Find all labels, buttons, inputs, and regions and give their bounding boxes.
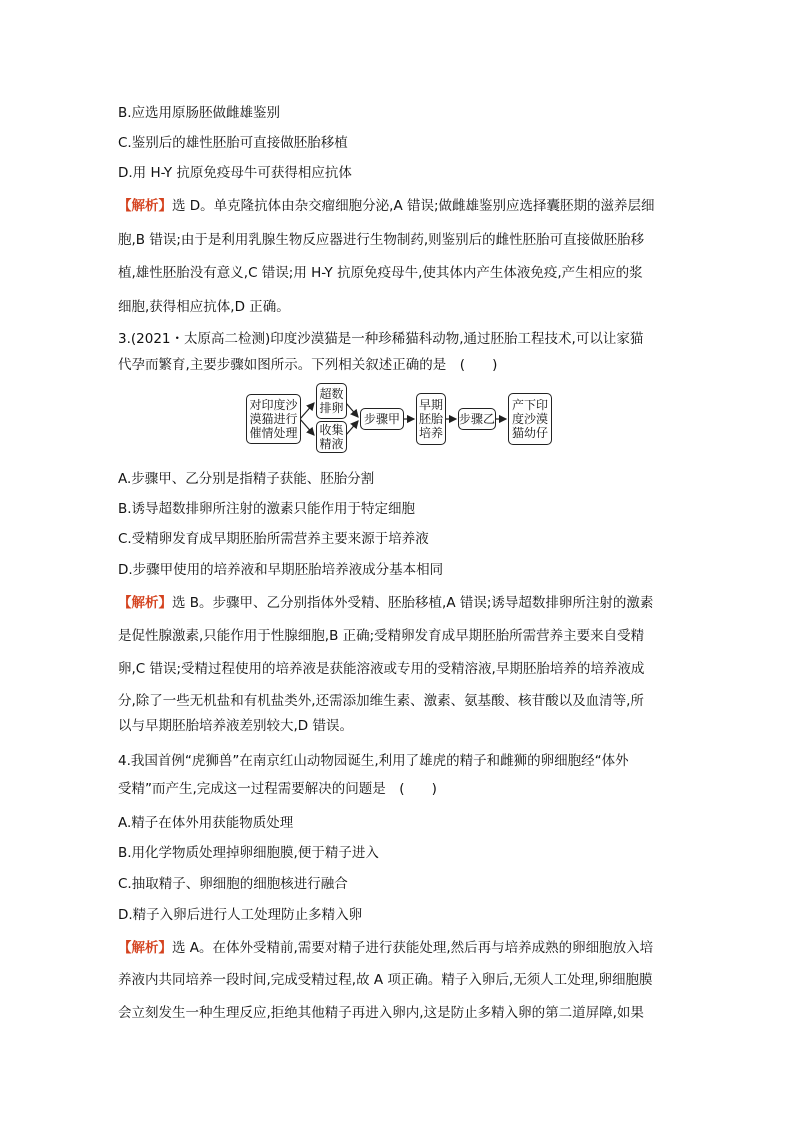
- q3-analysis-line-3: 卵,C 错误;受精过程使用的培养液是获能溶液或专用的受精溶液,早期胚胎培养的培养液成: [118, 661, 645, 677]
- q3-option-d: D.步骤甲使用的培养液和早期胚胎培养液成分基本相同: [118, 562, 444, 578]
- q4-stem-line-1: 4.我国首例“虎狮兽”在南京红山动物园诞生,利用了雄虎的精子和雌狮的卵细胞经“体外: [118, 753, 629, 769]
- q4-option-c: C.抽取精子、卵细胞的细胞核进行融合: [118, 876, 348, 892]
- flow-box-kittens: 产下印 度沙漠 猫幼仔: [508, 393, 552, 445]
- q4-analysis-line-3: 会立刻发生一种生理反应,拒绝其他精子再进入卵内,这是防止多精入卵的第二道屏障,如果: [118, 1005, 644, 1021]
- q2-analysis-line-4: 细胞,获得相应抗体,D 正确。: [118, 299, 290, 315]
- flow-box-step-b: 步骤乙: [458, 408, 496, 430]
- q4-option-d: D.精子入卵后进行人工处理防止多精入卵: [118, 907, 363, 923]
- q4-analysis-line-1: 【解析】选 A。在体外受精前,需要对精子进行获能处理,然后再与培养成熟的卵细胞放入培: [118, 940, 654, 956]
- analysis-tag: 【解析】: [118, 940, 172, 956]
- analysis-tag: 【解析】: [118, 198, 172, 214]
- answer-paren: ( ): [459, 357, 498, 373]
- q2-option-d: D.用 H-Y 抗原免疫母牛可获得相应抗体: [118, 165, 352, 181]
- q3-flow-diagram: [246, 383, 566, 453]
- q2-option-c: C.鉴别后的雄性胚胎可直接做胚胎移植: [118, 135, 348, 151]
- analysis-tag: 【解析】: [118, 595, 172, 611]
- q2-analysis-line-2: 胞,B 错误;由于是利用乳腺生物反应器进行生物制药,则鉴别后的雌性胚胎可直接做胚胎移: [118, 232, 645, 248]
- q2-analysis-line-3: 植,雄性胚胎没有意义,C 错误;用 H-Y 抗原免疫母牛,使其体内产生体液免疫,产生相应的浆: [118, 265, 643, 281]
- q4-option-b: B.用化学物质处理掉卵细胞膜,便于精子进入: [118, 845, 379, 861]
- q4-option-a: A.精子在体外用获能物质处理: [118, 815, 294, 831]
- flow-box-semen: 收集 精液: [316, 421, 347, 453]
- q3-analysis-line-1: 【解析】选 B。步骤甲、乙分别指体外受精、胚胎移植,A 错误;诱导超数排卵所注射的激素: [118, 595, 654, 611]
- q2-analysis-line-1: 【解析】选 D。单克隆抗体由杂交瘤细胞分泌,A 错误;做雌雄鉴别应选择囊胚期的滋养层细: [118, 198, 655, 214]
- flow-box-early-embryo: 早期 胚胎 培养: [416, 393, 446, 445]
- flow-box-estrus: 对印度沙 漠猫进行 催情处理: [246, 394, 301, 444]
- q3-analysis-line-2: 是促性腺激素,只能作用于性腺细胞,B 正确;受精卵发育成早期胚胎所需营养主要来自受精: [118, 628, 645, 644]
- q3-analysis-line-5: 以与早期胚胎培养液差别较大,D 错误。: [118, 718, 353, 734]
- q3-analysis-line-4: 分,除了一些无机盐和有机盐类外,还需添加维生素、激素、氨基酸、核苷酸以及血清等,所: [118, 693, 644, 709]
- q4-analysis-line-2: 养液内共同培养一段时间,完成受精过程,故 A 项正确。精子入卵后,无须人工处理,卵细胞膜: [118, 972, 653, 988]
- q2-option-b: B.应选用原肠胚做雌雄鉴别: [118, 105, 281, 121]
- q3-option-b: B.诱导超数排卵所注射的激素只能作用于特定细胞: [118, 501, 416, 517]
- q3-stem-line-1: 3.(2021・太原高二检测)印度沙漠猫是一种珍稀猫科动物,通过胚胎工程技术,可以让家猫: [118, 331, 644, 347]
- q4-stem-line-2: 受精”而产生,完成这一过程需要解决的问题是 ( ): [118, 781, 437, 797]
- answer-paren: ( ): [399, 781, 437, 797]
- q3-option-a: A.步骤甲、乙分别是指精子获能、胚胎分割: [118, 471, 375, 487]
- q3-stem-line-2: 代孕而繁育,主要步骤如图所示。下列相关叙述正确的是 ( ): [118, 357, 498, 373]
- q3-option-c: C.受精卵发育成早期胚胎所需营养主要来源于培养液: [118, 531, 429, 547]
- flow-box-superovulation: 超数 排卵: [316, 383, 347, 419]
- flow-box-step-a: 步骤甲: [360, 408, 404, 430]
